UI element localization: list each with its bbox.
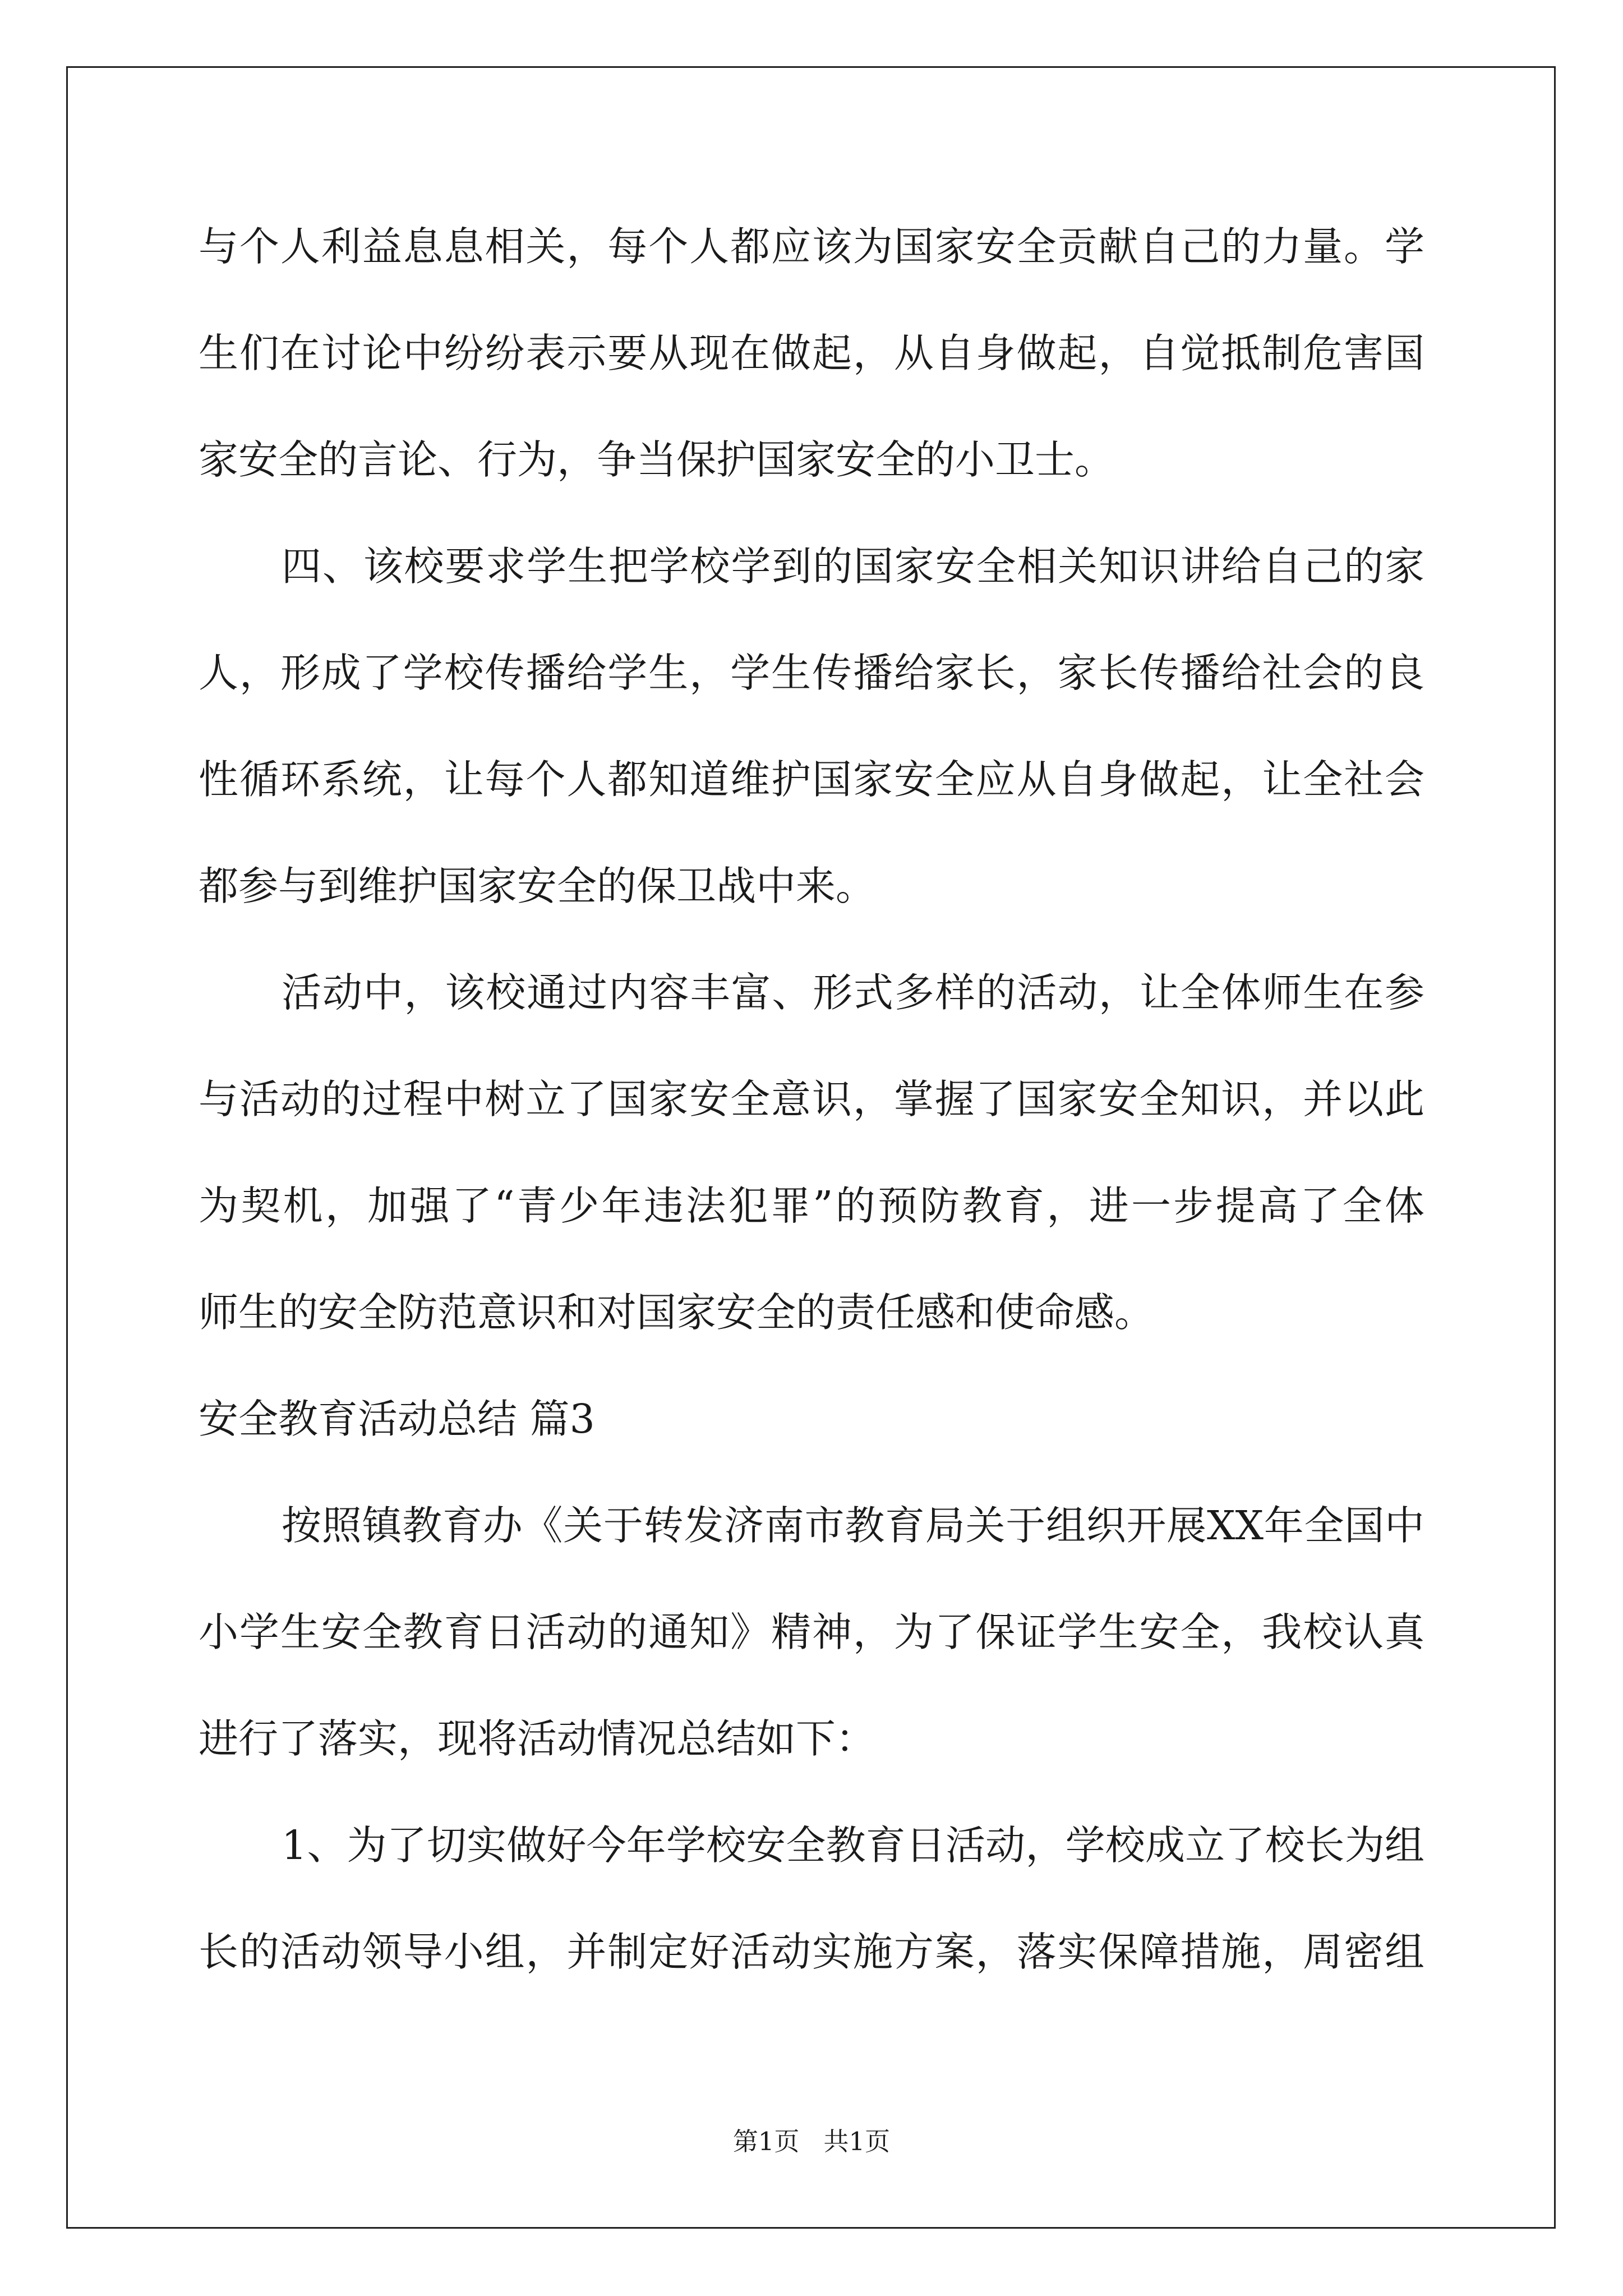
text-line: 家安全的言论、行为，争当保护国家安全的小卫士。 [199,436,1115,483]
text-line: 性循环系统，让每个人都知道维护国家安全应从自身做起，让全社会 [199,756,1424,803]
text-line: 安全教育活动总结 篇3 [199,1396,595,1442]
text-line: 师生的安全防范意识和对国家安全的责任感和使命感。 [199,1289,1155,1336]
document-body [199,194,1424,2005]
text-line: 按照镇教育办《关于转发济南市教育局关于组织开展XX年全国中 [282,1502,1424,1549]
text-line: 小学生安全教育日活动的通知》精神，为了保证学生安全，我校认真 [199,1609,1424,1655]
text-line: 活动中，该校通过内容丰富、形式多样的活动，让全体师生在参 [282,969,1424,1016]
text-line: 1、为了切实做好今年学校安全教育日活动，学校成立了校长为组 [282,1822,1424,1869]
text-line: 进行了落实，现将活动情况总结如下： [199,1715,876,1762]
text-line: 都参与到维护国家安全的保卫战中来。 [199,863,876,909]
text-line: 长的活动领导小组，并制定好活动实施方案，落实保障措施，周密组 [199,1929,1424,1975]
text-line: 生们在讨论中纷纷表示要从现在做起，从自身做起，自觉抵制危害国 [199,330,1424,376]
text-line: 与活动的过程中树立了国家安全意识，掌握了国家安全知识，并以此 [199,1076,1424,1122]
text-line: 与个人利益息息相关，每个人都应该为国家安全贡献自己的力量。学 [199,223,1424,270]
text-line: 人，形成了学校传播给学生，学生传播给家长，家长传播给社会的良 [199,650,1424,696]
page-footer: 第1页 共1页 [732,2127,891,2156]
text-line: 四、该校要求学生把学校学到的国家安全相关知识讲给自己的家 [282,543,1424,590]
text-line: 为契机，加强了“青少年违法犯罪”的预防教育，进一步提高了全体 [199,1182,1424,1229]
